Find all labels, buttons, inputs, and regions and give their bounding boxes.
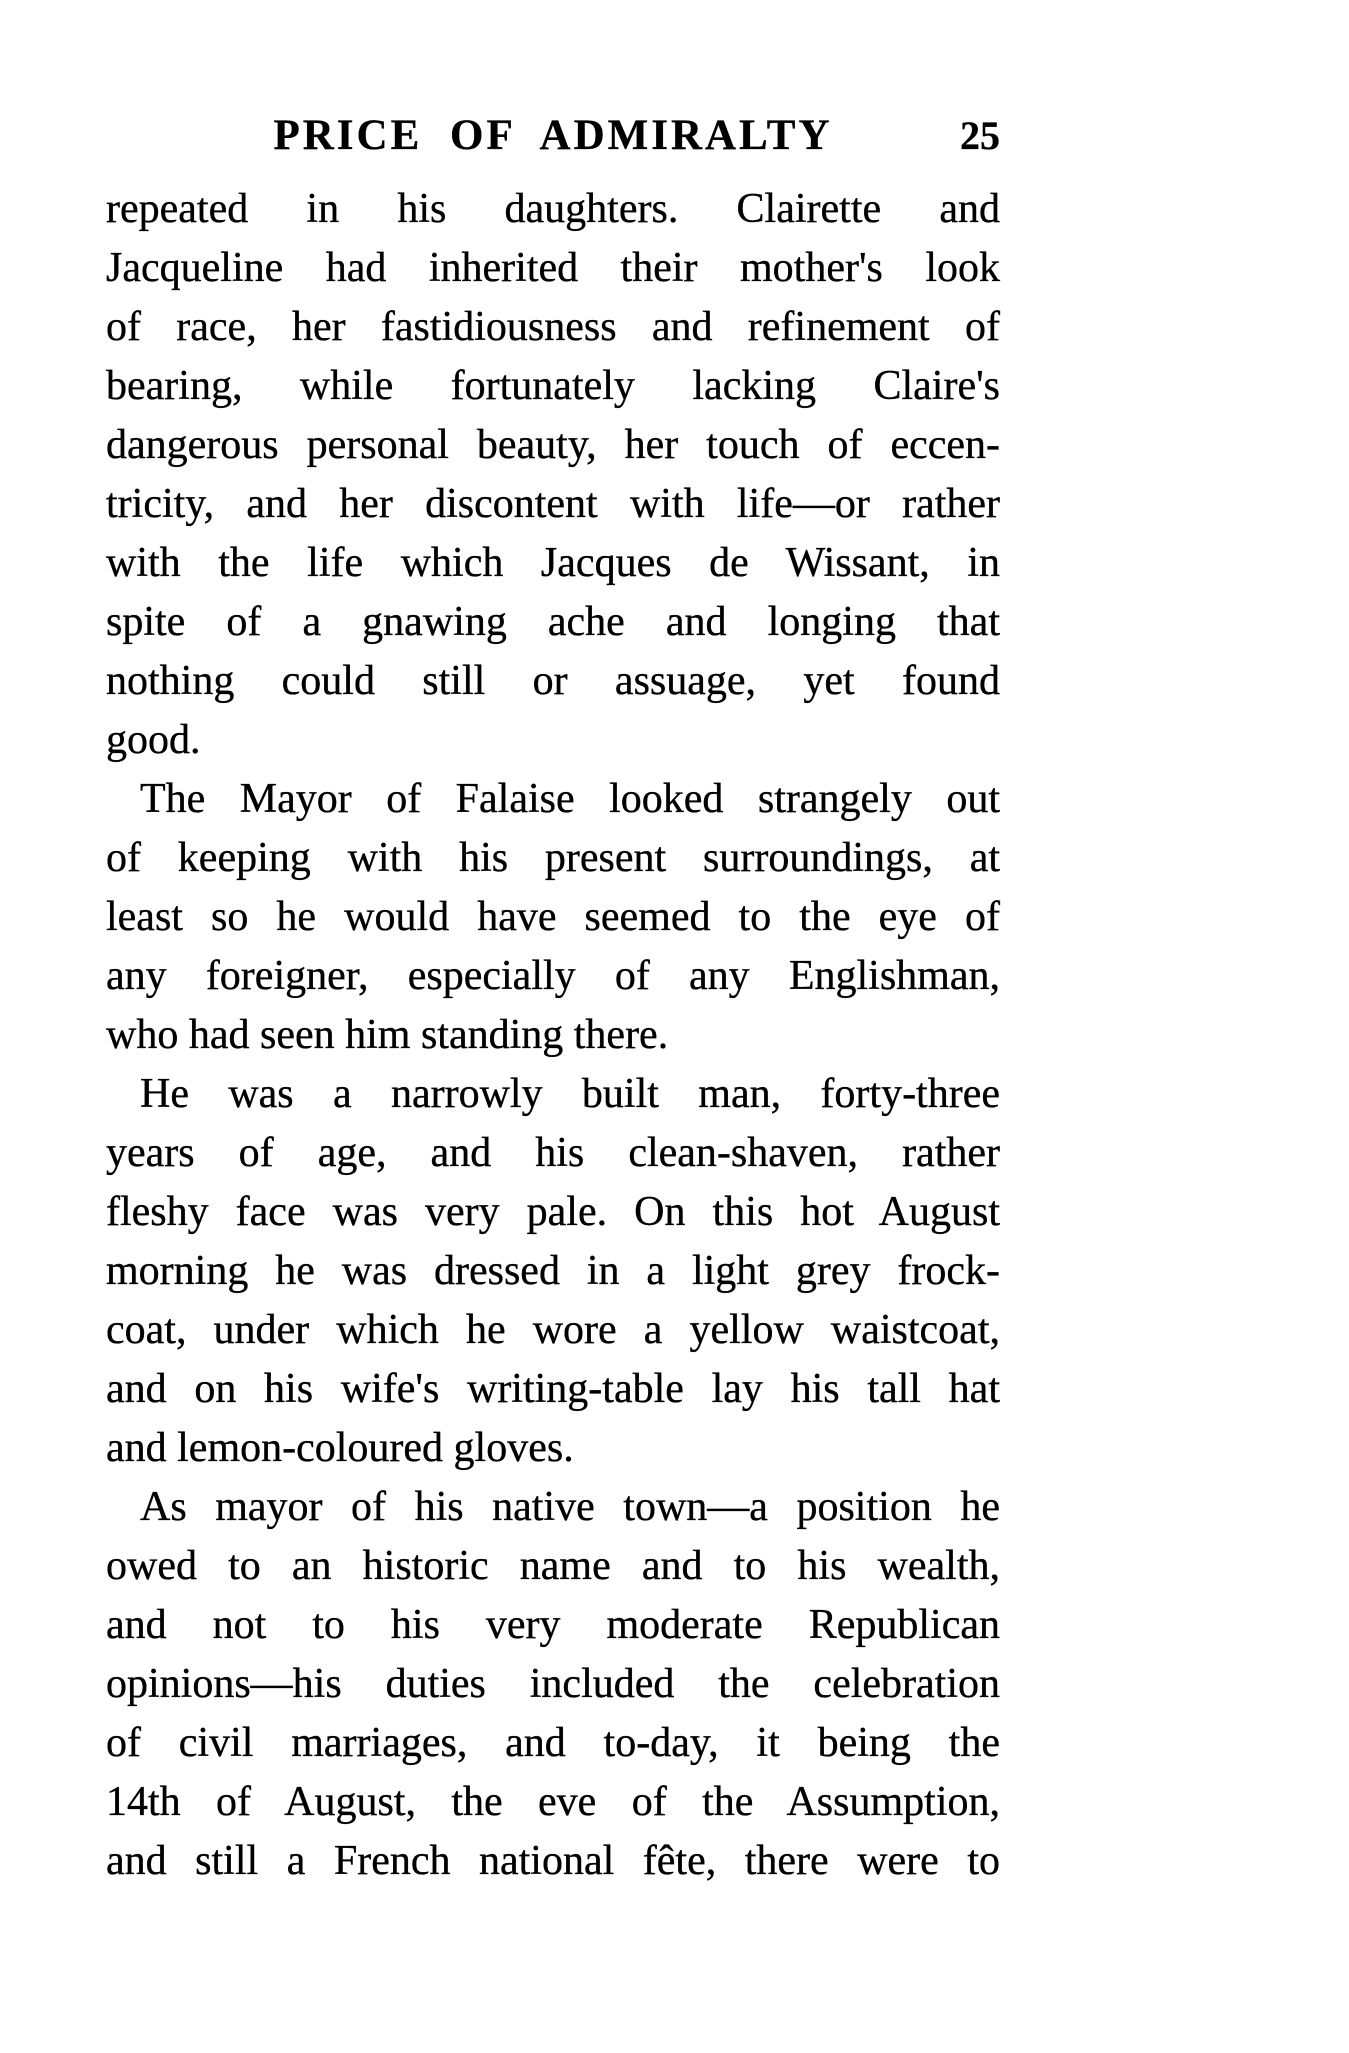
text-line: The Mayor of Falaise looked strangely out (140, 776, 1000, 822)
running-title: PRICE OF ADMIRALTY (273, 112, 833, 159)
text-line: opinions—his duties included the celebration (106, 1661, 1000, 1707)
text-line: As mayor of his native town—a position he (140, 1484, 1000, 1530)
body-text (106, 180, 1000, 1891)
text-line: bearing, while fortunately lacking Claire's (106, 363, 1000, 409)
page-number: 25 (960, 113, 1000, 158)
text-line: tricity, and her discontent with life—or rather (106, 481, 1000, 527)
text-line: morning he was dressed in a light grey frock- (106, 1248, 1000, 1294)
text-line: with the life which Jacques de Wissant, in (106, 540, 1000, 586)
running-head (106, 111, 1000, 161)
text-line: and still a French national fête, there were to (106, 1838, 1000, 1884)
text-line: of civil marriages, and to-day, it being the (106, 1720, 1000, 1766)
text-line: owed to an historic name and to his wealth, (106, 1543, 1000, 1589)
text-line: nothing could still or assuage, yet found (106, 658, 1000, 704)
text-line: He was a narrowly built man, forty-three (140, 1071, 1000, 1117)
text-line: and lemon-coloured gloves. (106, 1425, 574, 1471)
text-line: 14th of August, the eve of the Assumption, (106, 1779, 1000, 1825)
text-line: who had seen him standing there. (106, 1012, 669, 1058)
text-line: Jacqueline had inherited their mother's look (106, 245, 1000, 291)
text-line: dangerous personal beauty, her touch of eccen- (106, 422, 1000, 468)
text-line: coat, under which he wore a yellow waistcoat, (106, 1307, 1000, 1353)
text-line: fleshy face was very pale. On this hot August (106, 1189, 1000, 1235)
text-line: good. (106, 717, 201, 763)
text-line: of race, her fastidiousness and refinement of (106, 304, 1000, 350)
text-line: of keeping with his present surroundings, at (106, 835, 1000, 881)
text-line: and on his wife's writing-table lay his tall hat (106, 1366, 1000, 1412)
text-column (106, 111, 1000, 1891)
paragraph (106, 1478, 1000, 1891)
paragraph (106, 1065, 1000, 1478)
text-line: and not to his very moderate Republican (106, 1602, 1000, 1648)
paragraph (106, 180, 1000, 770)
paragraph (106, 770, 1000, 1065)
text-line: repeated in his daughters. Clairette and (106, 186, 1000, 232)
text-line: spite of a gnawing ache and longing that (106, 599, 1000, 645)
text-line: any foreigner, especially of any Englishman, (106, 953, 1000, 999)
text-line: least so he would have seemed to the eye of (106, 894, 1000, 940)
text-line: years of age, and his clean-shaven, rather (106, 1130, 1000, 1176)
